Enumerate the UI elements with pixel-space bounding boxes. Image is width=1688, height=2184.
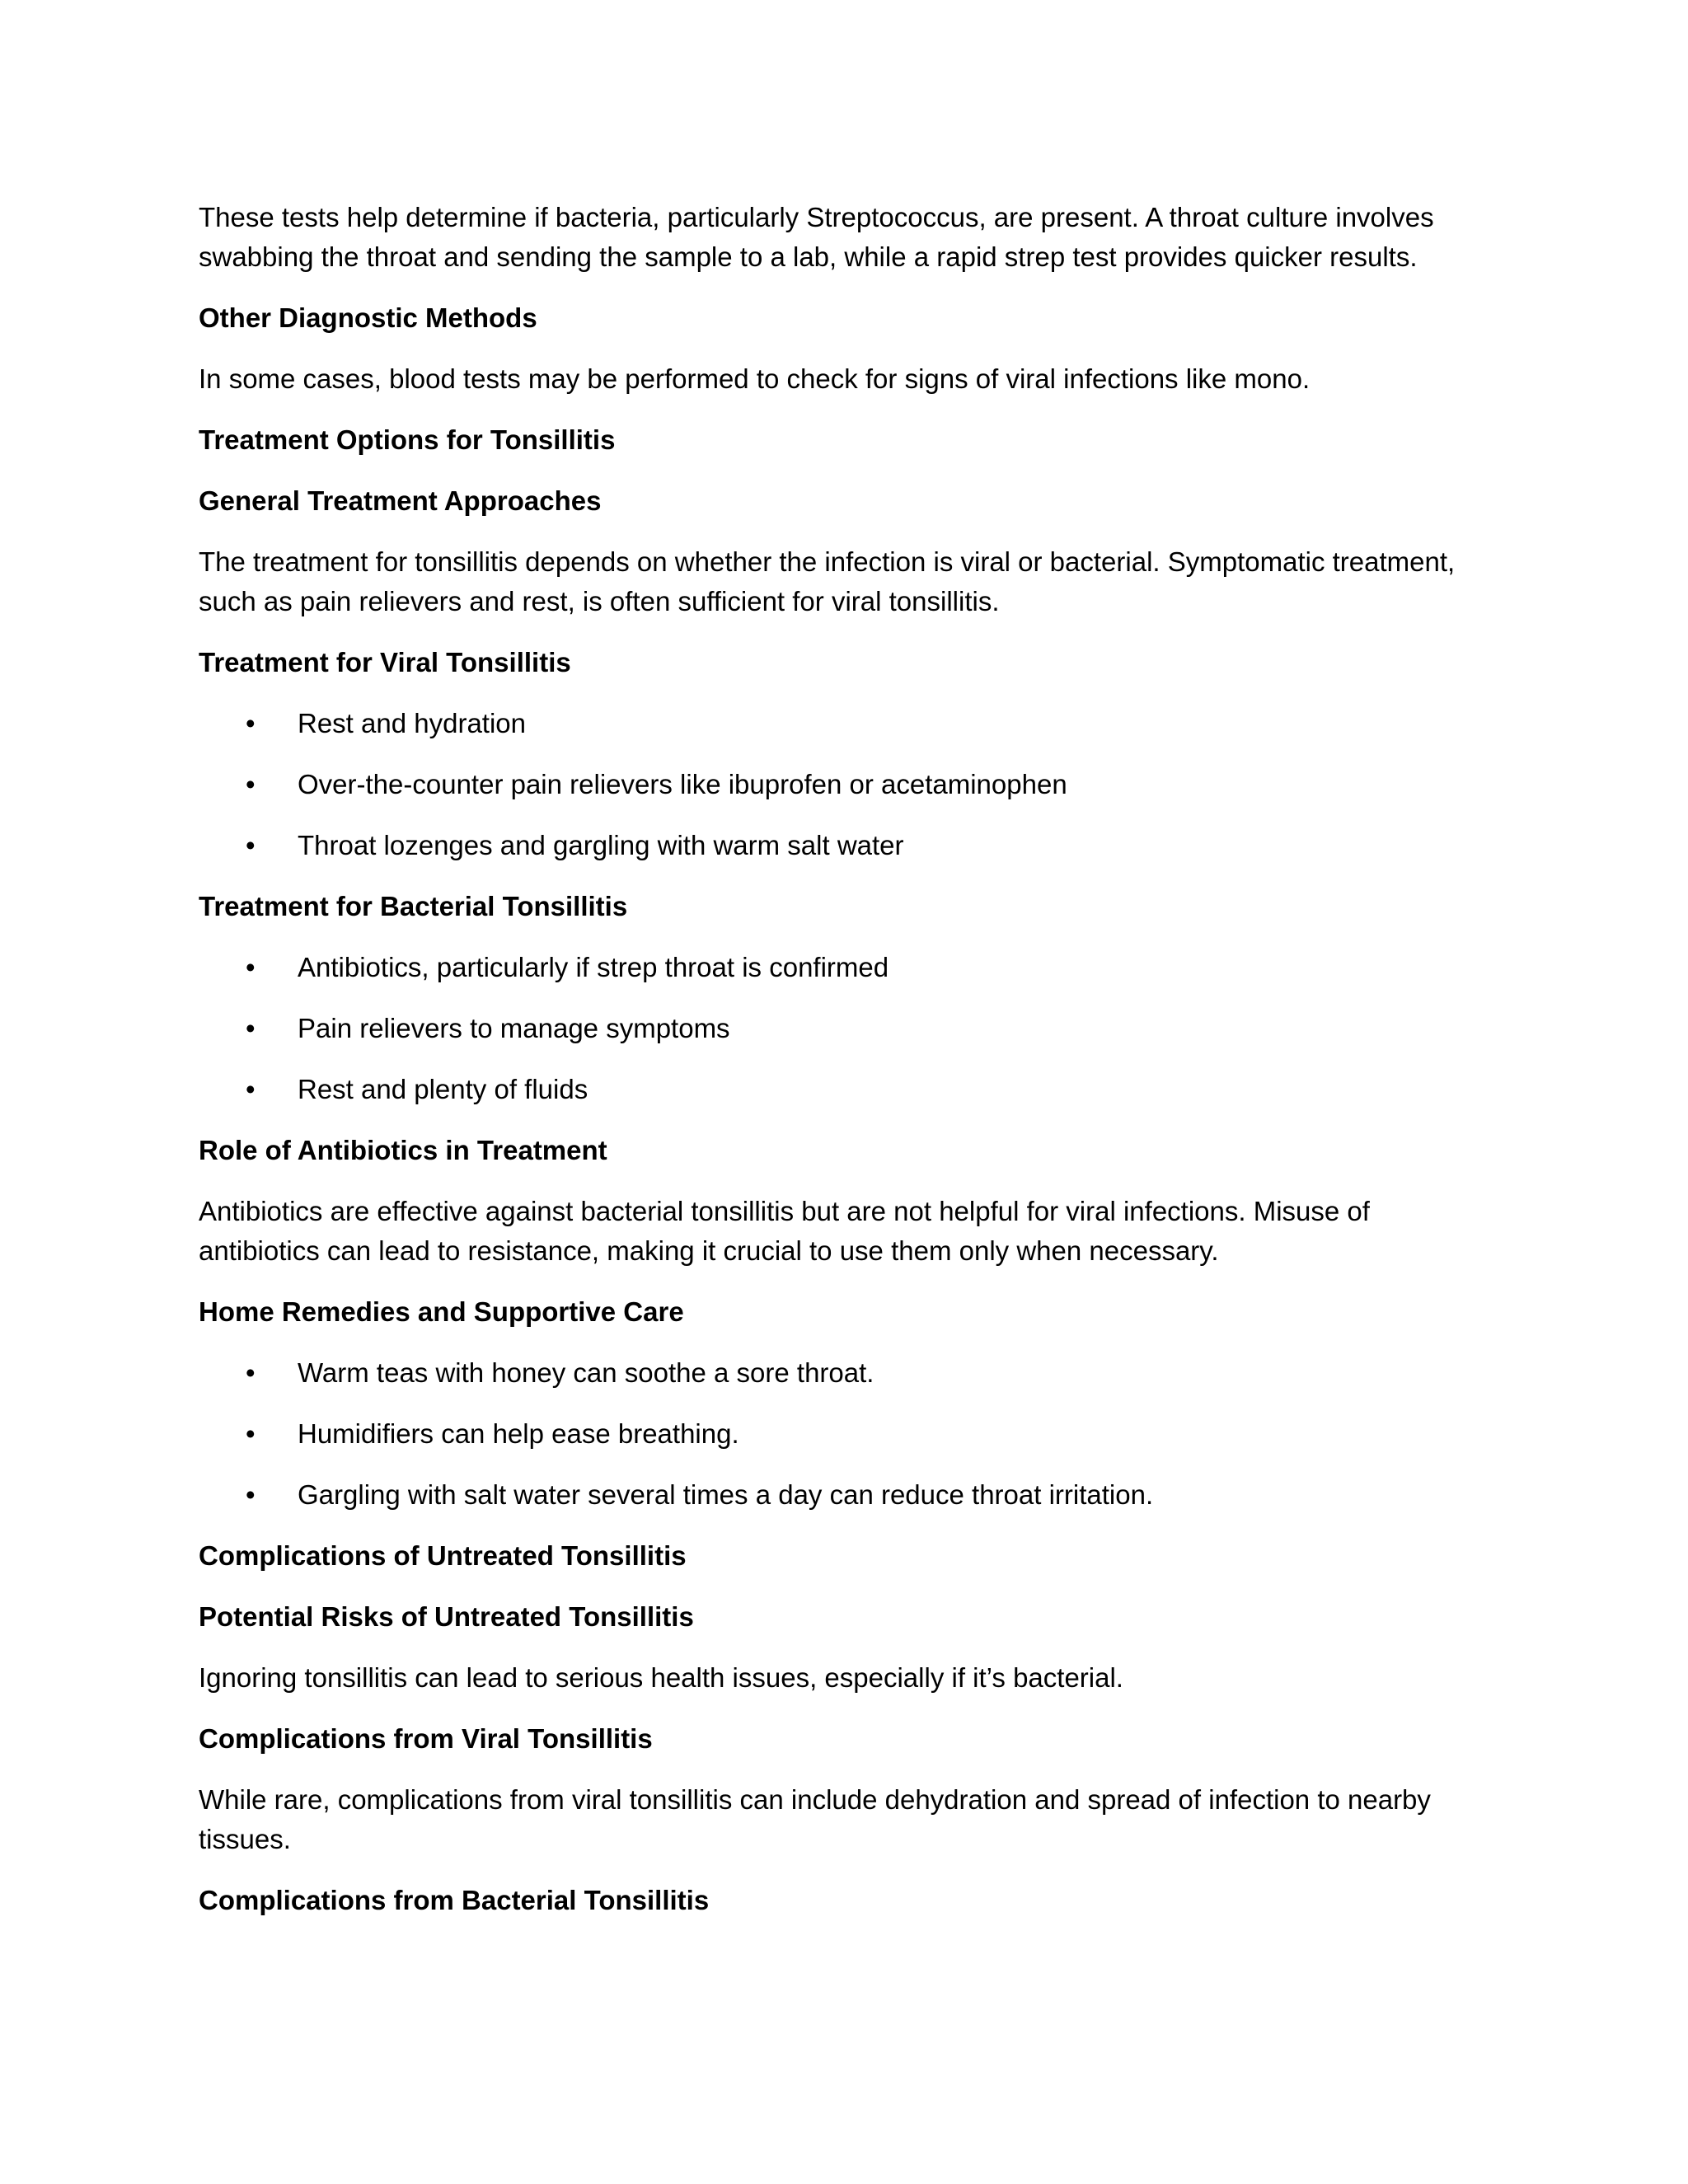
- section-heading: Treatment Options for Tonsillitis: [199, 424, 616, 455]
- section-heading: Treatment for Bacterial Tonsillitis: [199, 891, 628, 921]
- list-item: [199, 704, 1484, 743]
- list-item: [199, 826, 1484, 865]
- list-item: [199, 1353, 1484, 1393]
- list-item-text: Rest and hydration: [298, 708, 527, 738]
- paragraph: Antibiotics are effective against bacterial tonsillitis but are not helpful for viral infections. Misuse of antibiotics can lead to resistance, making it crucial to use them only when necessary.: [199, 1196, 1370, 1266]
- section-heading: Complications of Untreated Tonsillitis: [199, 1540, 687, 1571]
- list-item: [199, 1009, 1484, 1048]
- section-heading: General Treatment Approaches: [199, 485, 602, 516]
- paragraph: The treatment for tonsillitis depends on whether the infection is viral or bacterial. Symptomatic treatment, such as pain relievers and rest, is often sufficient for viral tonsillitis.: [199, 546, 1456, 616]
- list-item-text: Pain relievers to manage symptoms: [298, 1013, 730, 1043]
- paragraph: These tests help determine if bacteria, particularly Streptococcus, are present. A throat culture involves swabbing the throat and sending the sample to a lab, while a rapid strep test provides quicker results.: [199, 202, 1434, 272]
- list-item: [199, 1475, 1484, 1515]
- list-item-text: Over-the-counter pain relievers like ibuprofen or acetaminophen: [298, 769, 1067, 799]
- section-heading: Complications from Bacterial Tonsillitis: [199, 1885, 710, 1915]
- bullet-icon: •: [246, 708, 256, 738]
- section-heading: Home Remedies and Supportive Care: [199, 1296, 684, 1327]
- list-item-text: Warm teas with honey can soothe a sore throat.: [298, 1357, 874, 1388]
- list-item-text: Humidifiers can help ease breathing.: [298, 1418, 739, 1449]
- list-item: [199, 1070, 1484, 1109]
- bullet-icon: •: [246, 1074, 256, 1104]
- bullet-icon: •: [246, 952, 256, 982]
- list-item-text: Throat lozenges and gargling with warm salt water: [298, 830, 904, 860]
- bullet-list: [199, 704, 1484, 865]
- bullet-list: [199, 948, 1484, 1109]
- bullet-icon: •: [246, 1357, 256, 1388]
- document-body: [199, 198, 1484, 1942]
- list-item-text: Rest and plenty of fluids: [298, 1074, 588, 1104]
- list-item-text: Gargling with salt water several times a day can reduce throat irritation.: [298, 1479, 1154, 1510]
- list-item-text: Antibiotics, particularly if strep throat is confirmed: [298, 952, 889, 982]
- list-item: [199, 948, 1484, 987]
- bullet-icon: •: [246, 1479, 256, 1510]
- list-item: [199, 1414, 1484, 1454]
- paragraph: In some cases, blood tests may be performed to check for signs of viral infections like mono.: [199, 363, 1311, 394]
- section-heading: Other Diagnostic Methods: [199, 302, 537, 333]
- bullet-icon: •: [246, 830, 256, 860]
- bullet-icon: •: [246, 1013, 256, 1043]
- bullet-icon: •: [246, 1418, 256, 1449]
- bullet-icon: •: [246, 769, 256, 799]
- paragraph: Ignoring tonsillitis can lead to serious health issues, especially if it’s bacterial.: [199, 1662, 1123, 1693]
- section-heading: Treatment for Viral Tonsillitis: [199, 647, 571, 677]
- list-item: [199, 765, 1484, 804]
- paragraph: While rare, complications from viral tonsillitis can include dehydration and spread of infection to nearby tissues.: [199, 1784, 1431, 1854]
- section-heading: Complications from Viral Tonsillitis: [199, 1723, 653, 1754]
- bullet-list: [199, 1353, 1484, 1515]
- section-heading: Role of Antibiotics in Treatment: [199, 1135, 607, 1165]
- section-heading: Potential Risks of Untreated Tonsillitis: [199, 1601, 694, 1632]
